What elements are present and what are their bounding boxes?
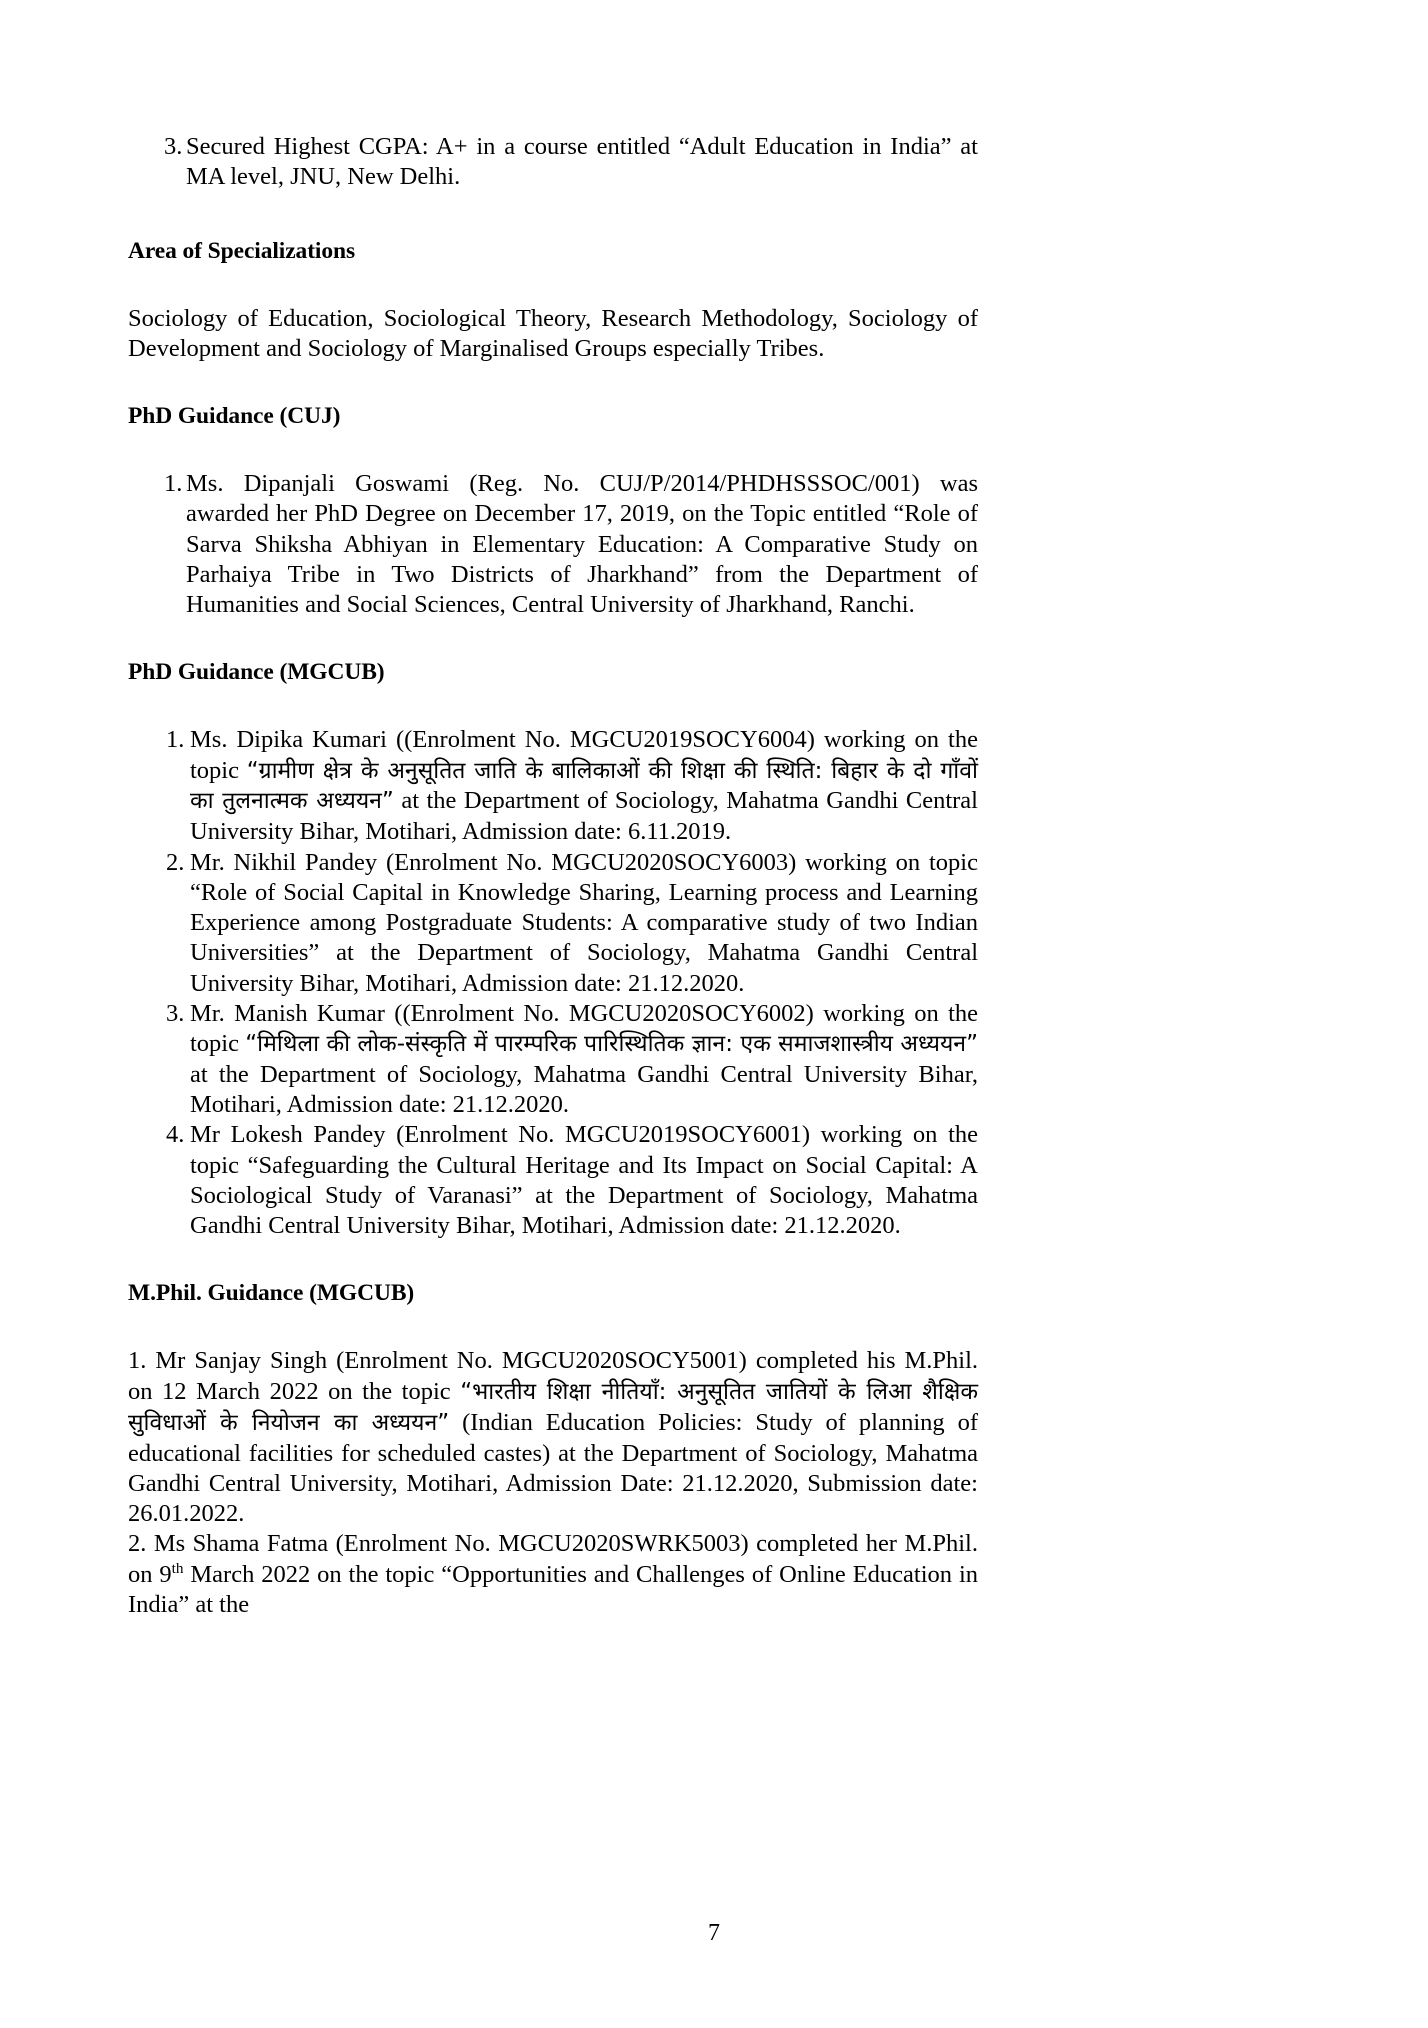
phd-guidance-mgcub-list [128,725,978,1241]
mphil-entry-1-pre: 1. Mr Sanjay Singh (Enrolment No. MGCU2020SOCY5001) completed his M.Phil. on 12 March 2022 on the topic [128,1347,978,1405]
section-heading-area-of-specializations: Area of Specializations [128,237,356,264]
mphil-entry-2-post: March 2022 on the topic “Opportunities and Challenges of Online Education in India” at the [128,1560,979,1618]
mphil-entry-1-devanagari: “भारतीय शिक्षा नीतियाँ: अनुसूतित जातियों के लिआ शैक्षिक सुविधाओं के नियोजन का अध्ययन” [128,1378,978,1436]
list-marker: 2. [166,848,185,876]
spacer [128,687,978,725]
page-content [128,132,978,1620]
mphil-entry-1 [128,1346,978,1529]
phd-guidance-cuj-list [128,469,978,620]
list-item-text-devanagari: “मिथिला की लोक-संस्कृति में पारम्परिक पारिस्थितिक ज्ञान: एक समाजशास्त्रीय अध्ययन” [245,1031,978,1058]
list-item-text-pre: Ms. Dipika Kumari ((Enrolment No. MGCU2019SOCY6004) working on the topic [190,726,978,784]
list-item-text-pre: Mr. Manish Kumar ((Enrolment No. MGCU2020SOCY6002) working on the topic [190,999,978,1058]
list-item-text-post: at the Department of Sociology, Mahatma Gandhi Central University Bihar, Motihari, Admission date: 21.12.2020. [190,1060,978,1119]
spacer [128,266,978,304]
list-marker: 1. [164,470,183,498]
list-item [128,725,978,847]
list-item [128,132,978,193]
spacer [128,1241,978,1279]
mphil-entry-1-post: (Indian Education Policies: Study of planning of educational facilities for scheduled castes) at the Department of Sociology, Mahatma Gandhi Central University, Motihari, Admission Date: 21.12.2020, Submission date: 26.01.2022. [128,1408,978,1528]
spacer [128,1308,978,1346]
area-of-specializations-paragraph: Sociology of Education, Sociological Theory, Research Methodology, Sociology of Development and Sociology of Marginalised Groups especially Tribes. [128,304,978,362]
list-item [128,469,978,620]
list-item-text-post: at the Department of Sociology, Mahatma Gandhi Central University Bihar, Motihari, Admission date: 6.11.2019. [190,787,978,846]
list-item-text: Secured Highest CGPA: A+ in a course entitled “Adult Education in India” at MA level, JNU, New Delhi. [186,133,978,191]
list-marker: 3. [164,133,183,160]
mphil-entry-2 [128,1529,978,1620]
list-item-text: Ms. Dipanjali Goswami (Reg. No. CUJ/P/2014/PHDHSSSOC/001) was awarded her PhD Degree on December 17, 2019, on the Topic entitled “Role of Sarva Shiksha Abhiyan in Elementary Education: A Comparative Study on Parhaiya Tribe in Two Districts of Jharkhand” from the Department of Humanities and Social Sciences, Central University of Jharkhand, Ranchi. [186,470,978,619]
spacer [128,364,978,402]
list-item [128,1120,978,1241]
page-number: 7 [708,1920,720,1946]
achievements-continued-list [128,132,978,193]
list-marker: 3. [166,999,185,1027]
section-heading-phd-guidance-mgcub: PhD Guidance (MGCUB) [128,659,385,686]
list-item-text-devanagari: “ग्रामीण क्षेत्र के अनुसूतित जाति के बालिकाओं की शिक्षा की स्थिति: बिहार के दो गाँवों का तुलनात्मक अध्ययन” [190,757,978,815]
spacer [128,431,978,469]
mphil-entry-2-ordinal-suffix: th [171,1559,184,1577]
section-heading-phd-guidance-cuj: PhD Guidance (CUJ) [128,403,341,430]
spacer [128,620,978,658]
list-item-text-pre: Mr. Nikhil Pandey (Enrolment No. MGCU2020SOCY6003) working on topic “Role of Social Capital in Knowledge Sharing, Learning process and Learning Experience among Postgraduate Students: A comparative study of two Indian Universities” at the Department of Sociology, Mahatma Gandhi Central University Bihar, Motihari, Admission date: 21.12.2020. [190,848,978,997]
mphil-entry-2-pre: 2. Ms Shama Fatma (Enrolment No. MGCU2020SWRK5003) completed her M.Phil. on 9 [128,1530,978,1588]
section-heading-mphil-guidance-mgcub: M.Phil. Guidance (MGCUB) [128,1280,415,1307]
list-marker: 4. [166,1121,185,1149]
spacer [128,193,978,237]
list-marker: 1. [166,726,185,754]
list-item-text-pre: Mr Lokesh Pandey (Enrolment No. MGCU2019SOCY6001) working on the topic “Safeguarding the Cultural Heritage and Its Impact on Social Capital: A Sociological Study of Varanasi” at the Department of Sociology, Mahatma Gandhi Central University Bihar, Motihari, Admission date: 21.12.2020. [190,1121,978,1240]
list-item [128,848,978,999]
list-item [128,999,978,1121]
